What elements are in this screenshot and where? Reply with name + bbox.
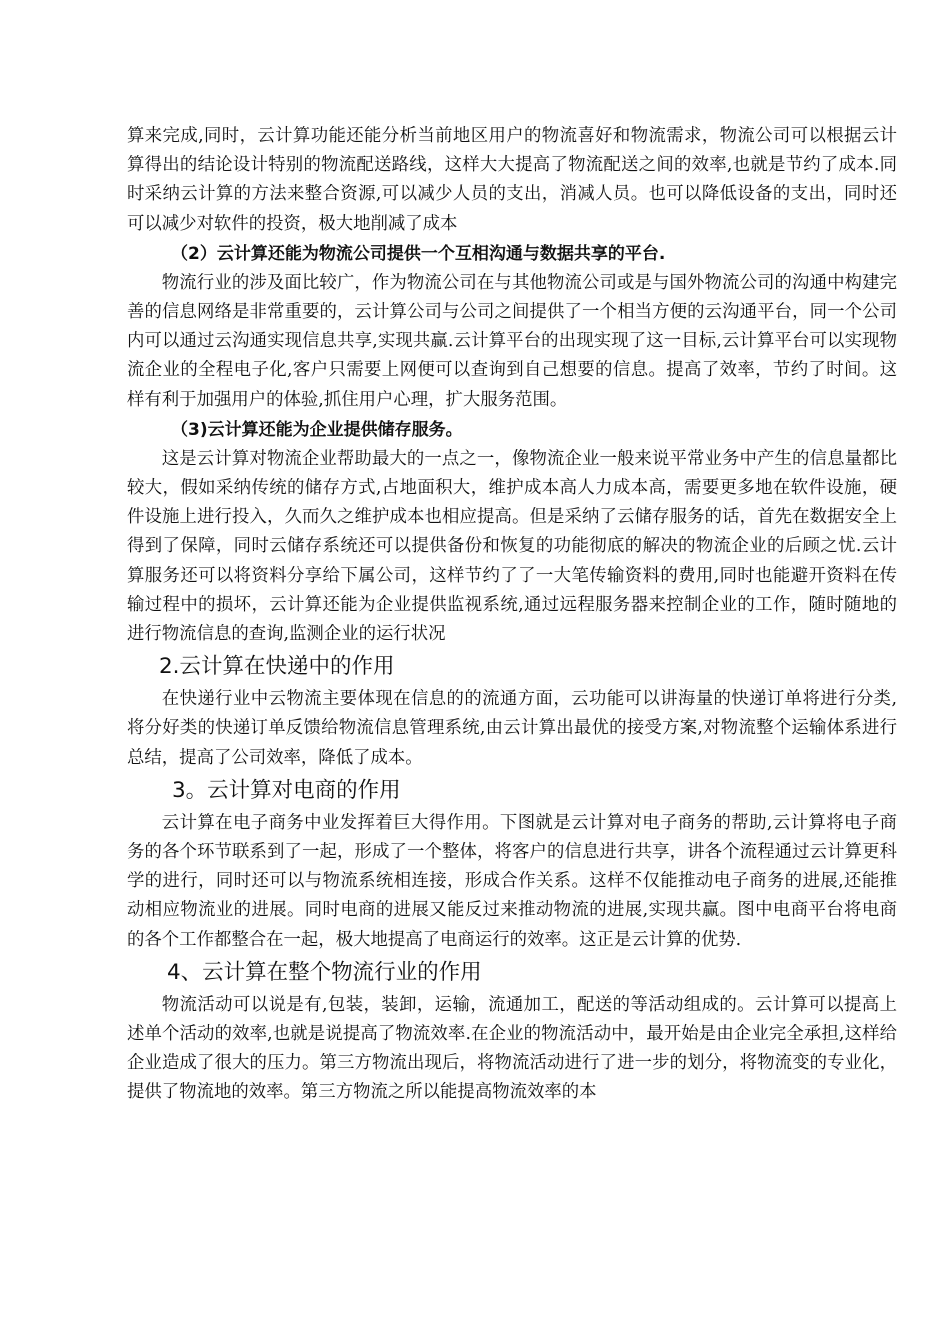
subheading-communication-platform: （2）云计算还能为物流公司提供一个互相沟通与数据共享的平台. [171,243,666,264]
section-heading-ecommerce: 3。云计算对电商的作用 [172,777,401,803]
paragraph-express-delivery: 在快递行业中云物流主要体现在信息的的流通方面，云功能可以讲海量的快递订单将进行分类,将分好类的快递订单反馈给物流信息管理系统,由云计算出最优的接受方案,对物流整个运输体系进行总结，提高了公司效率，降低了成本。 [127,689,897,768]
document-body [127,122,897,1108]
paragraph-cost-reduction: 算来完成,同时，云计算功能还能分析当前地区用户的物流喜好和物流需求，物流公司可以根据云计算得出的结论设计特别的物流配送路线，这样大大提高了物流配送之间的效率,也就是节约了成本.同时采纳云计算的方法来整合资源,可以减少人员的支出，消减人员。也可以降低设备的支出，同时还可以减少对软件的投资，极大地削减了成本 [127,126,897,234]
paragraph-communication-platform: 物流行业的涉及面比较广，作为物流公司在与其他物流公司或是与国外物流公司的沟通中构建完善的信息网络是非常重要的，云计算公司与公司之间提供了一个相当方便的云沟通平台，同一个公司内可以通过云沟通实现信息共享,实现共赢.云计算平台的出现实现了这一目标,云计算平台可以实现物流企业的全程电子化,客户只需要上网便可以查询到自己想要的信息。提高了效率，节约了时间。这样有利于加强用户的体验,抓住用户心理，扩大服务范围。 [127,272,897,410]
section-heading-logistics-industry: 4、云计算在整个物流行业的作用 [167,959,482,985]
paragraph-ecommerce: 云计算在电子商务中业发挥着巨大得作用。下图就是云计算对电子商务的帮助,云计算将电子商务的各个环节联系到了一起，形成了一个整体，将客户的信息进行共享，讲各个流程通过云计算更科学的进行，同时还可以与物流系统相连接，形成合作关系。这样不仅能推动电子商务的进展,还能推动相应物流业的进展。同时电商的进展又能反过来推动物流的进展,实现共赢。图中电商平台将电商的各个工作都整合在一起，极大地提高了电商运行的效率。这正是云计算的优势. [127,812,897,950]
section-heading-express-delivery: 2.云计算在快递中的作用 [159,654,395,680]
paragraph-storage-service: 这是云计算对物流企业帮助最大的一点之一，像物流企业一般来说平常业务中产生的信息量都比较大，假如采纳传统的储存方式,占地面积大，维护成本高人力成本高，需要更多地在软件设施，硬件设施上进行投入，久而久之维护成本也相应提高。但是采纳了云储存服务的话，首先在数据安全上得到了保障，同时云储存系统还可以提供备份和恢复的功能彻底的解决的物流企业的后顾之忧.云计算服务还可以将资料分享给下属公司，这样节约了了一大笔传输资料的费用,同时也能避开资料在传输过程中的损坏，云计算还能为企业提供监视系统,通过远程服务器来控制企业的工作，随时随地的进行物流信息的查询,监测企业的运行状况 [127,448,897,645]
subheading-storage-service: （3)云计算还能为企业提供储存服务。 [171,419,463,440]
paragraph-logistics-industry: 物流活动可以说是有,包装，装卸，运输，流通加工，配送的等活动组成的。云计算可以提高上述单个活动的效率,也就是说提高了物流效率.在企业的物流活动中，最开始是由企业完全承担,这样给企业造成了很大的压力。第三方物流出现后，将物流活动进行了进一步的划分，将物流变的专业化，提供了物流地的效率。第三方物流之所以能提高物流效率的本 [127,994,897,1103]
